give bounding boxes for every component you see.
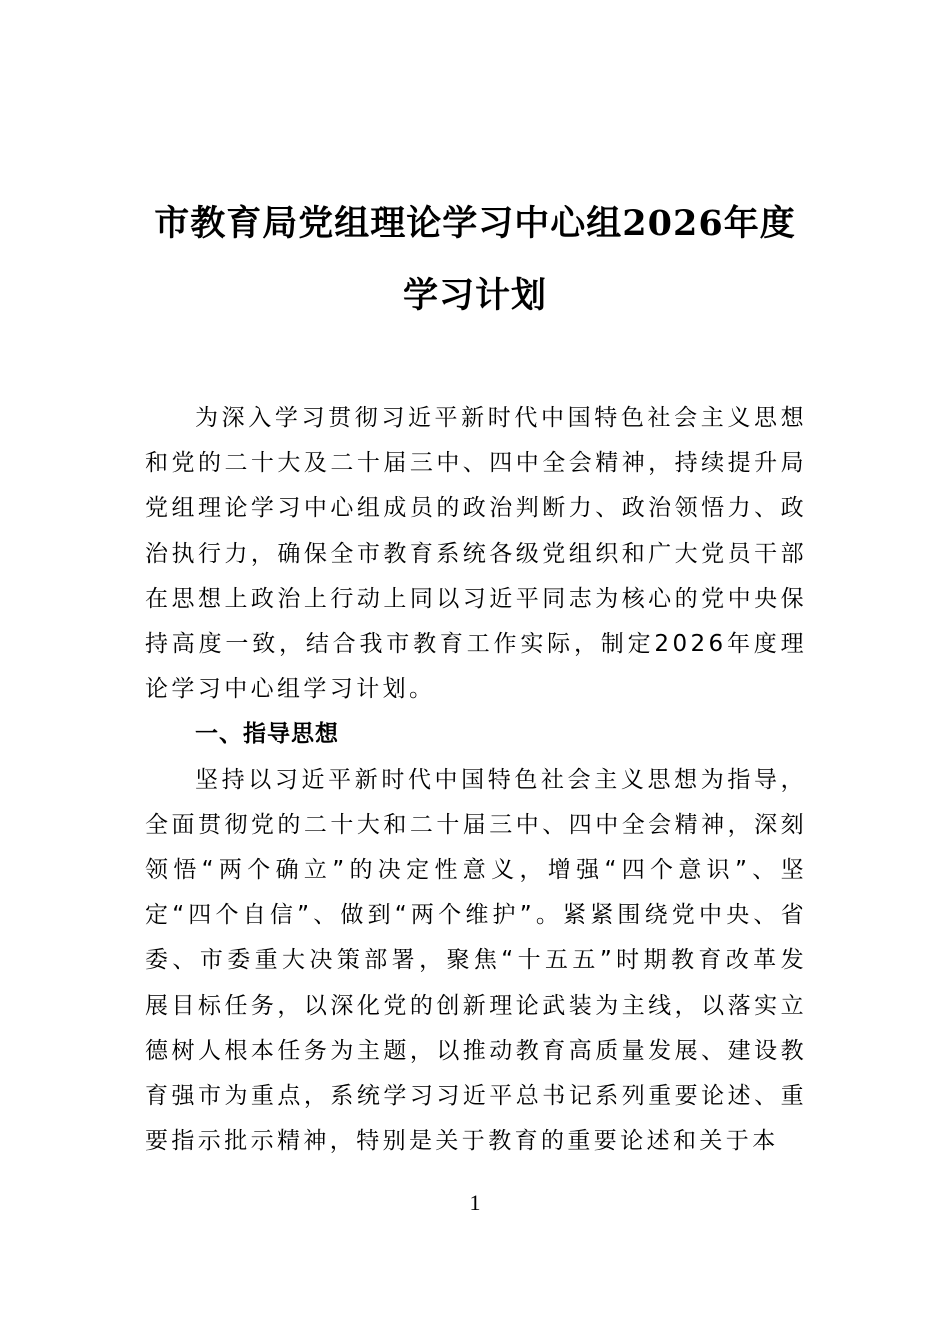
document-body	[145, 396, 807, 1164]
intro-paragraph: 为深入学习贯彻习近平新时代中国特色社会主义思想和党的二十大及二十届三中、四中全会精神，持续提升局党组理论学习中心组成员的政治判断力、政治领悟力、政治执行力，确保全市教育系统各级党组织和广大党员干部在思想上政治上行动上同以习近平同志为核心的党中央保持高度一致，结合我市教育工作实际，制定2026年度理论学习中心组学习计划。	[145, 405, 807, 703]
document-title: 市教育局党组理论学习中心组2026年度学习计划	[154, 203, 796, 316]
section-heading-guiding-ideology: 一、指导思想	[195, 721, 339, 748]
guiding-ideology-paragraph: 坚持以习近平新时代中国特色社会主义思想为指导，全面贯彻党的二十大和二十届三中、四中全会精神，深刻领悟“两个确立”的决定性意义，增强“四个意识”、坚定“四个自信”、做到“两个维护”。紧紧围绕党中央、省委、市委重大决策部署，聚焦“十五五”时期教育改革发展目标任务，以深化党的创新理论武装为主线，以落实立德树人根本任务为主题，以推动教育高质量发展、建设教育强市为重点，系统学习习近平总书记系列重要论述、重要指示批示精神，特别是关于教育的重要论述和关于本	[145, 766, 807, 1155]
page-number: 1	[469, 1190, 481, 1215]
